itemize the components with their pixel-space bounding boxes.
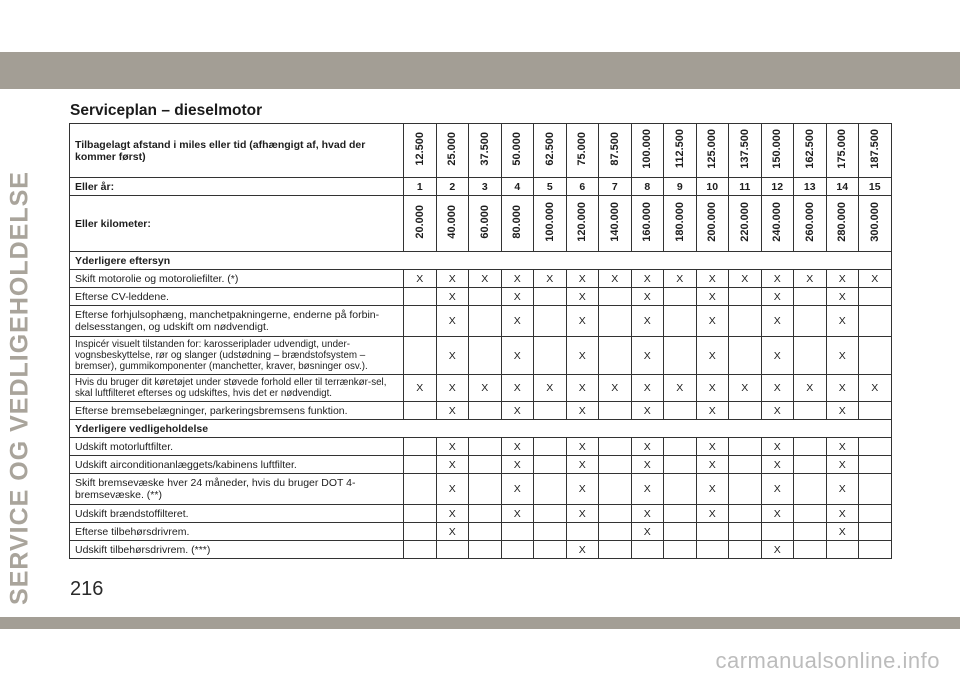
miles-cell: [501, 124, 534, 178]
miles-header-row: [70, 124, 892, 178]
table-row: [70, 402, 892, 420]
mark-cell: [436, 541, 469, 559]
section-header-row: [70, 420, 892, 438]
mark-cell: [794, 337, 827, 375]
mark-cell: [859, 288, 892, 306]
mark-cell: X: [631, 456, 664, 474]
mark-cell: [859, 456, 892, 474]
mark-cell: [729, 438, 762, 456]
year-cell: 1: [404, 178, 437, 196]
year-cell: 2: [436, 178, 469, 196]
mark-cell: X: [436, 306, 469, 337]
mark-cell: X: [631, 438, 664, 456]
mark-cell: X: [761, 402, 794, 420]
mark-cell: [859, 523, 892, 541]
mark-cell: [404, 337, 437, 375]
miles-cell: [826, 124, 859, 178]
mark-cell: X: [826, 474, 859, 505]
mark-cell: [501, 523, 534, 541]
km-cell: [794, 196, 827, 252]
mark-cell: X: [826, 456, 859, 474]
mark-cell: X: [761, 438, 794, 456]
mark-cell: X: [794, 375, 827, 402]
mark-cell: [826, 541, 859, 559]
mark-cell: [631, 541, 664, 559]
mark-cell: [599, 402, 632, 420]
mark-cell: [599, 456, 632, 474]
mark-cell: [599, 306, 632, 337]
mark-cell: X: [534, 375, 567, 402]
year-cell: 12: [761, 178, 794, 196]
mark-cell: X: [501, 337, 534, 375]
mark-cell: [729, 456, 762, 474]
mark-cell: [599, 523, 632, 541]
section-header: Yderligere vedligeholdelse: [70, 420, 892, 438]
km-cell-text: 100.000: [543, 202, 556, 242]
miles-cell: [761, 124, 794, 178]
task-label: Efterse bremsebelægninger, parkeringsbremsens funktion.: [70, 402, 404, 420]
table-row: [70, 456, 892, 474]
mark-cell: X: [436, 505, 469, 523]
mark-cell: [469, 402, 502, 420]
km-cell: [436, 196, 469, 252]
mark-cell: [469, 474, 502, 505]
mark-cell: X: [696, 474, 729, 505]
mark-cell: X: [826, 505, 859, 523]
km-cell-text: 300.000: [868, 202, 881, 242]
mark-cell: [664, 288, 697, 306]
year-cell: 5: [534, 178, 567, 196]
task-label: Udskift tilbehørsdrivrem. (***): [70, 541, 404, 559]
mark-cell: [729, 523, 762, 541]
miles-cell-text: 75.000: [576, 132, 589, 166]
mark-cell: [794, 523, 827, 541]
mark-cell: X: [436, 474, 469, 505]
mark-cell: [729, 474, 762, 505]
mark-cell: [859, 505, 892, 523]
mark-cell: X: [566, 456, 599, 474]
miles-cell: [631, 124, 664, 178]
mark-cell: [404, 402, 437, 420]
km-cell-text: 240.000: [771, 202, 784, 242]
years-row: [70, 178, 892, 196]
mark-cell: [404, 505, 437, 523]
miles-cell-text: 175.000: [836, 129, 849, 169]
year-cell: 15: [859, 178, 892, 196]
bottom-band: [0, 617, 960, 629]
mark-cell: [599, 541, 632, 559]
mark-cell: [599, 288, 632, 306]
mark-cell: X: [534, 270, 567, 288]
mark-cell: X: [566, 474, 599, 505]
mark-cell: X: [696, 402, 729, 420]
mark-cell: X: [436, 523, 469, 541]
mark-cell: X: [566, 402, 599, 420]
mark-cell: X: [501, 288, 534, 306]
mark-cell: X: [436, 270, 469, 288]
mark-cell: [599, 337, 632, 375]
mark-cell: [404, 306, 437, 337]
km-cell: [534, 196, 567, 252]
km-cell-text: 20.000: [413, 205, 426, 239]
mark-cell: X: [761, 474, 794, 505]
miles-cell-text: 125.000: [706, 129, 719, 169]
task-label: Udskift airconditionanlæggets/kabinens luftfilter.: [70, 456, 404, 474]
km-cell-text: 120.000: [576, 202, 589, 242]
mark-cell: [729, 402, 762, 420]
km-cell-text: 220.000: [738, 202, 751, 242]
mark-cell: X: [696, 375, 729, 402]
mark-cell: X: [501, 438, 534, 456]
mark-cell: X: [469, 375, 502, 402]
mark-cell: [469, 523, 502, 541]
miles-cell: [729, 124, 762, 178]
mark-cell: [859, 541, 892, 559]
mark-cell: X: [501, 375, 534, 402]
mark-cell: X: [469, 270, 502, 288]
year-cell: 13: [794, 178, 827, 196]
watermark: carmanualsonline.info: [715, 648, 940, 673]
miles-cell-text: 50.000: [511, 132, 524, 166]
mark-cell: X: [696, 456, 729, 474]
mark-cell: X: [566, 505, 599, 523]
mark-cell: [534, 541, 567, 559]
mark-cell: [859, 306, 892, 337]
mark-cell: X: [501, 270, 534, 288]
mark-cell: [599, 505, 632, 523]
mark-cell: [469, 505, 502, 523]
mark-cell: X: [631, 337, 664, 375]
mark-cell: [729, 541, 762, 559]
km-cell: [826, 196, 859, 252]
mark-cell: X: [794, 270, 827, 288]
mark-cell: X: [761, 456, 794, 474]
km-cell: [761, 196, 794, 252]
mark-cell: X: [501, 474, 534, 505]
mark-cell: X: [566, 375, 599, 402]
miles-cell-text: 162.500: [803, 129, 816, 169]
mark-cell: [534, 402, 567, 420]
year-cell: 9: [664, 178, 697, 196]
mark-cell: X: [436, 288, 469, 306]
miles-cell-text: 137.500: [738, 129, 751, 169]
mark-cell: [404, 438, 437, 456]
mark-cell: [729, 288, 762, 306]
mark-cell: X: [826, 438, 859, 456]
table-row: [70, 505, 892, 523]
mark-cell: X: [566, 541, 599, 559]
miles-cell-text: 37.500: [478, 132, 491, 166]
mark-cell: X: [436, 337, 469, 375]
mark-cell: [664, 541, 697, 559]
mark-cell: [404, 288, 437, 306]
km-cell: [631, 196, 664, 252]
mark-cell: X: [631, 306, 664, 337]
mark-cell: [469, 306, 502, 337]
mark-cell: X: [599, 270, 632, 288]
year-cell: 14: [826, 178, 859, 196]
km-cell: [469, 196, 502, 252]
miles-cell: [534, 124, 567, 178]
km-label: Eller kilometer:: [70, 196, 404, 252]
mark-cell: X: [859, 270, 892, 288]
task-label: Hvis du bruger dit køretøjet under støvede forhold eller til terrænkør-sel, skal luftfilteret efterses og udskiftes, hvis det er nødvendigt.: [70, 375, 404, 402]
km-cell-text: 60.000: [478, 205, 491, 239]
mark-cell: [664, 523, 697, 541]
miles-cell: [794, 124, 827, 178]
mark-cell: [664, 438, 697, 456]
mark-cell: X: [631, 270, 664, 288]
task-label: Skift motorolie og motoroliefilter. (*): [70, 270, 404, 288]
mark-cell: [566, 523, 599, 541]
mark-cell: [729, 505, 762, 523]
km-cell-text: 260.000: [803, 202, 816, 242]
mark-cell: X: [501, 505, 534, 523]
mark-cell: [859, 402, 892, 420]
mark-cell: [469, 337, 502, 375]
mark-cell: [599, 474, 632, 505]
year-cell: 10: [696, 178, 729, 196]
mark-cell: [404, 474, 437, 505]
mark-cell: X: [631, 523, 664, 541]
mark-cell: X: [664, 270, 697, 288]
mark-cell: [729, 337, 762, 375]
mark-cell: [404, 523, 437, 541]
miles-cell: [566, 124, 599, 178]
mark-cell: [664, 505, 697, 523]
mark-cell: X: [404, 270, 437, 288]
table-row: [70, 523, 892, 541]
miles-cell: [859, 124, 892, 178]
km-cell: [859, 196, 892, 252]
mark-cell: X: [761, 375, 794, 402]
mark-cell: X: [696, 306, 729, 337]
task-label: Udskift motorluftfilter.: [70, 438, 404, 456]
table-row: [70, 375, 892, 402]
mark-cell: X: [761, 288, 794, 306]
mark-cell: X: [826, 337, 859, 375]
page-number: 216: [70, 578, 104, 600]
mark-cell: X: [696, 438, 729, 456]
mark-cell: X: [696, 270, 729, 288]
mark-cell: X: [729, 270, 762, 288]
mark-cell: [534, 456, 567, 474]
miles-cell: [664, 124, 697, 178]
km-cell-text: 200.000: [706, 202, 719, 242]
task-label: Efterse CV-leddene.: [70, 288, 404, 306]
mark-cell: [534, 337, 567, 375]
km-cell: [664, 196, 697, 252]
mark-cell: [404, 541, 437, 559]
mark-cell: X: [761, 306, 794, 337]
mark-cell: [404, 456, 437, 474]
miles-cell-text: 112.500: [673, 129, 686, 169]
mark-cell: X: [761, 505, 794, 523]
miles-cell: [696, 124, 729, 178]
table-row: [70, 337, 892, 375]
mark-cell: [534, 474, 567, 505]
table-row: [70, 306, 892, 337]
mark-cell: X: [826, 375, 859, 402]
mark-cell: [664, 402, 697, 420]
mark-cell: [794, 306, 827, 337]
year-cell: 8: [631, 178, 664, 196]
mark-cell: X: [826, 306, 859, 337]
mark-cell: [794, 456, 827, 474]
mark-cell: X: [566, 288, 599, 306]
km-header-row: [70, 196, 892, 252]
km-cell-text: 40.000: [446, 205, 459, 239]
mark-cell: [696, 523, 729, 541]
task-label: Efterse forhjulsophæng, manchetpakningerne, enderne på forbin-delsesstangen, og udskift om nødvendigt.: [70, 306, 404, 337]
miles-cell-text: 25.000: [446, 132, 459, 166]
mark-cell: X: [436, 438, 469, 456]
mark-cell: X: [501, 456, 534, 474]
mark-cell: X: [696, 505, 729, 523]
section-header-row: [70, 252, 892, 270]
mark-cell: X: [404, 375, 437, 402]
mark-cell: X: [631, 402, 664, 420]
km-cell: [696, 196, 729, 252]
mark-cell: X: [566, 337, 599, 375]
km-cell: [729, 196, 762, 252]
mark-cell: [794, 474, 827, 505]
mark-cell: X: [566, 270, 599, 288]
years-label: Eller år:: [70, 178, 404, 196]
km-cell: [404, 196, 437, 252]
service-schedule-table: [69, 123, 892, 559]
table-row: [70, 541, 892, 559]
mark-cell: X: [436, 375, 469, 402]
mark-cell: [794, 541, 827, 559]
km-cell: [566, 196, 599, 252]
mark-cell: X: [826, 402, 859, 420]
km-cell: [501, 196, 534, 252]
table-row: [70, 270, 892, 288]
mark-cell: [534, 288, 567, 306]
km-cell-text: 280.000: [836, 202, 849, 242]
page-title: Serviceplan – dieselmotor: [70, 102, 263, 119]
mark-cell: [469, 456, 502, 474]
miles-cell-text: 100.000: [641, 129, 654, 169]
km-cell-text: 80.000: [511, 205, 524, 239]
mark-cell: [534, 523, 567, 541]
mark-cell: X: [501, 402, 534, 420]
mark-cell: [469, 541, 502, 559]
miles-cell-text: 187.500: [868, 129, 881, 169]
mark-cell: [501, 541, 534, 559]
km-cell-text: 140.000: [608, 202, 621, 242]
mark-cell: X: [696, 337, 729, 375]
mark-cell: [469, 288, 502, 306]
year-cell: 7: [599, 178, 632, 196]
section-header: Yderligere eftersyn: [70, 252, 892, 270]
mark-cell: [664, 456, 697, 474]
mark-cell: X: [664, 375, 697, 402]
mark-cell: [859, 438, 892, 456]
mark-cell: X: [436, 402, 469, 420]
mark-cell: [534, 438, 567, 456]
mark-cell: X: [631, 505, 664, 523]
table-row: [70, 438, 892, 456]
mark-cell: X: [566, 438, 599, 456]
mark-cell: [469, 438, 502, 456]
mark-cell: X: [696, 288, 729, 306]
mark-cell: X: [826, 288, 859, 306]
miles-cell: [469, 124, 502, 178]
mark-cell: [794, 505, 827, 523]
mark-cell: [664, 337, 697, 375]
mark-cell: [729, 306, 762, 337]
task-label: Skift bremsevæske hver 24 måneder, hvis du bruger DOT 4-bremsevæske. (**): [70, 474, 404, 505]
year-cell: 3: [469, 178, 502, 196]
top-header-band: [0, 52, 960, 89]
table-row: [70, 474, 892, 505]
mark-cell: X: [826, 523, 859, 541]
year-cell: 4: [501, 178, 534, 196]
mark-cell: X: [599, 375, 632, 402]
mark-cell: X: [566, 306, 599, 337]
mark-cell: [859, 337, 892, 375]
mark-cell: [664, 474, 697, 505]
year-cell: 11: [729, 178, 762, 196]
mark-cell: [696, 541, 729, 559]
mark-cell: X: [859, 375, 892, 402]
mark-cell: X: [501, 306, 534, 337]
task-label: Inspicér visuelt tilstanden for: karosseriplader udvendigt, under-vognsbeskyttelse, rør og slanger (udstødning – brændstofsystem – bremser), gummikomponenter (manchetter, kraver, bøsninger osv.).: [70, 337, 404, 375]
miles-cell: [436, 124, 469, 178]
miles-cell-text: 62.500: [543, 132, 556, 166]
km-cell-text: 180.000: [673, 202, 686, 242]
task-label: Efterse tilbehørsdrivrem.: [70, 523, 404, 541]
km-cell-text: 160.000: [641, 202, 654, 242]
mark-cell: X: [826, 270, 859, 288]
miles-cell: [404, 124, 437, 178]
mark-cell: [761, 523, 794, 541]
mark-cell: X: [631, 474, 664, 505]
mark-cell: [599, 438, 632, 456]
mark-cell: [794, 438, 827, 456]
mark-cell: [534, 505, 567, 523]
mark-cell: [859, 474, 892, 505]
mark-cell: X: [631, 288, 664, 306]
mark-cell: X: [631, 375, 664, 402]
km-cell: [599, 196, 632, 252]
mark-cell: X: [761, 337, 794, 375]
mark-cell: X: [729, 375, 762, 402]
miles-cell-text: 12.500: [413, 132, 426, 166]
mark-cell: [794, 288, 827, 306]
miles-cell-text: 87.500: [608, 132, 621, 166]
mark-cell: [664, 306, 697, 337]
mark-cell: X: [436, 456, 469, 474]
table-row: [70, 288, 892, 306]
mark-cell: [534, 306, 567, 337]
year-cell: 6: [566, 178, 599, 196]
task-label: Udskift brændstoffilteret.: [70, 505, 404, 523]
miles-header-label: Tilbagelagt afstand i miles eller tid (afhængigt af, hvad der kommer først): [70, 124, 404, 178]
mark-cell: [794, 402, 827, 420]
miles-cell: [599, 124, 632, 178]
mark-cell: X: [761, 270, 794, 288]
mark-cell: X: [761, 541, 794, 559]
miles-cell-text: 150.000: [771, 129, 784, 169]
